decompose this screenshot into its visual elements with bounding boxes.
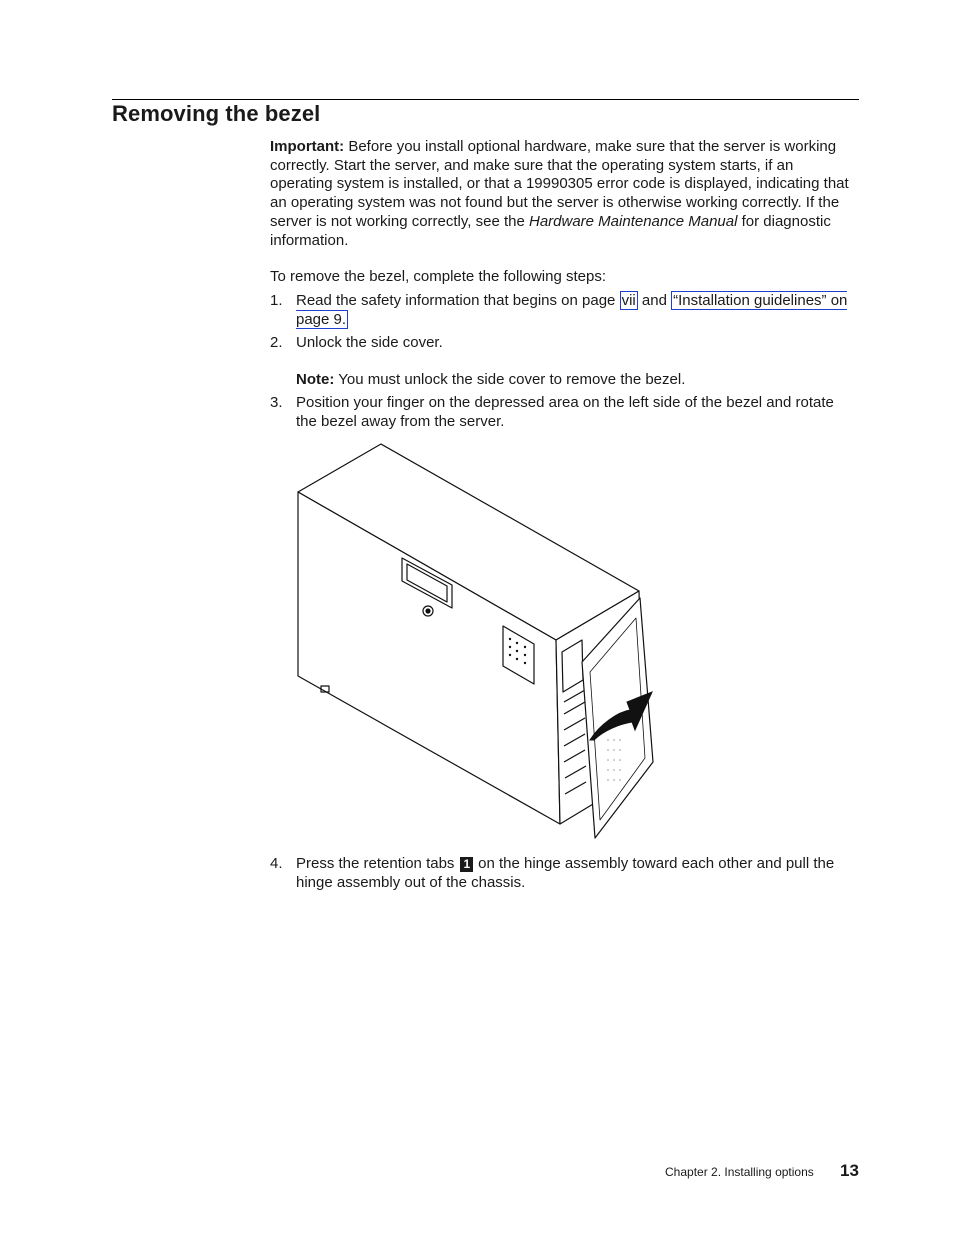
page-number: 13 — [840, 1161, 859, 1180]
step-number: 1. — [270, 292, 283, 309]
note-text: You must unlock the side cover to remove the bezel. — [334, 371, 686, 388]
footer-chapter: Chapter 2. Installing options — [665, 1165, 814, 1179]
step-text-after: on the hinge assembly toward each other and pull the hinge assembly out of the chassis. — [296, 855, 835, 891]
note — [296, 371, 685, 390]
important-paragraph — [270, 138, 855, 250]
note-label: Note: — [296, 371, 335, 388]
important-label: Important: — [270, 138, 345, 155]
installation-guidelines-link[interactable]: “Installation guidelines” on page 9. — [296, 292, 848, 328]
step-number: 3. — [270, 394, 283, 411]
step-number: 4. — [270, 855, 283, 872]
manual-title: Hardware Maintenance Manual — [528, 212, 738, 230]
step-number: 2. — [270, 334, 283, 351]
step-text: Unlock the side cover. — [296, 334, 443, 351]
server-bezel-illustration — [290, 440, 670, 850]
page-vii-link[interactable]: vii — [621, 292, 636, 309]
step-text: Press the retention tabs — [296, 855, 455, 872]
intro-paragraph: To remove the bezel, complete the following steps: — [270, 268, 607, 285]
section-title: Removing the bezel — [112, 101, 321, 126]
step-text: Read the safety information that begins on page — [296, 292, 620, 309]
important-text: Before you install optional hardware, make sure that the server is working correctly. Start the server, and make sure that the operating system starts, if an operating system is installed, or that a 19990305 error code is displayed, indicating that an operating system was not found but the server is otherwise working correctly. If the server is not working correctly, see the — [270, 138, 849, 230]
section-rule — [112, 99, 859, 100]
step-mid-text: and — [637, 292, 672, 309]
callout-badge: 1 — [460, 857, 473, 872]
important-after: for diagnostic information. — [270, 212, 831, 249]
step-text: Position your finger on the depressed area on the left side of the bezel and rotate the bezel away from the server. — [296, 394, 834, 430]
